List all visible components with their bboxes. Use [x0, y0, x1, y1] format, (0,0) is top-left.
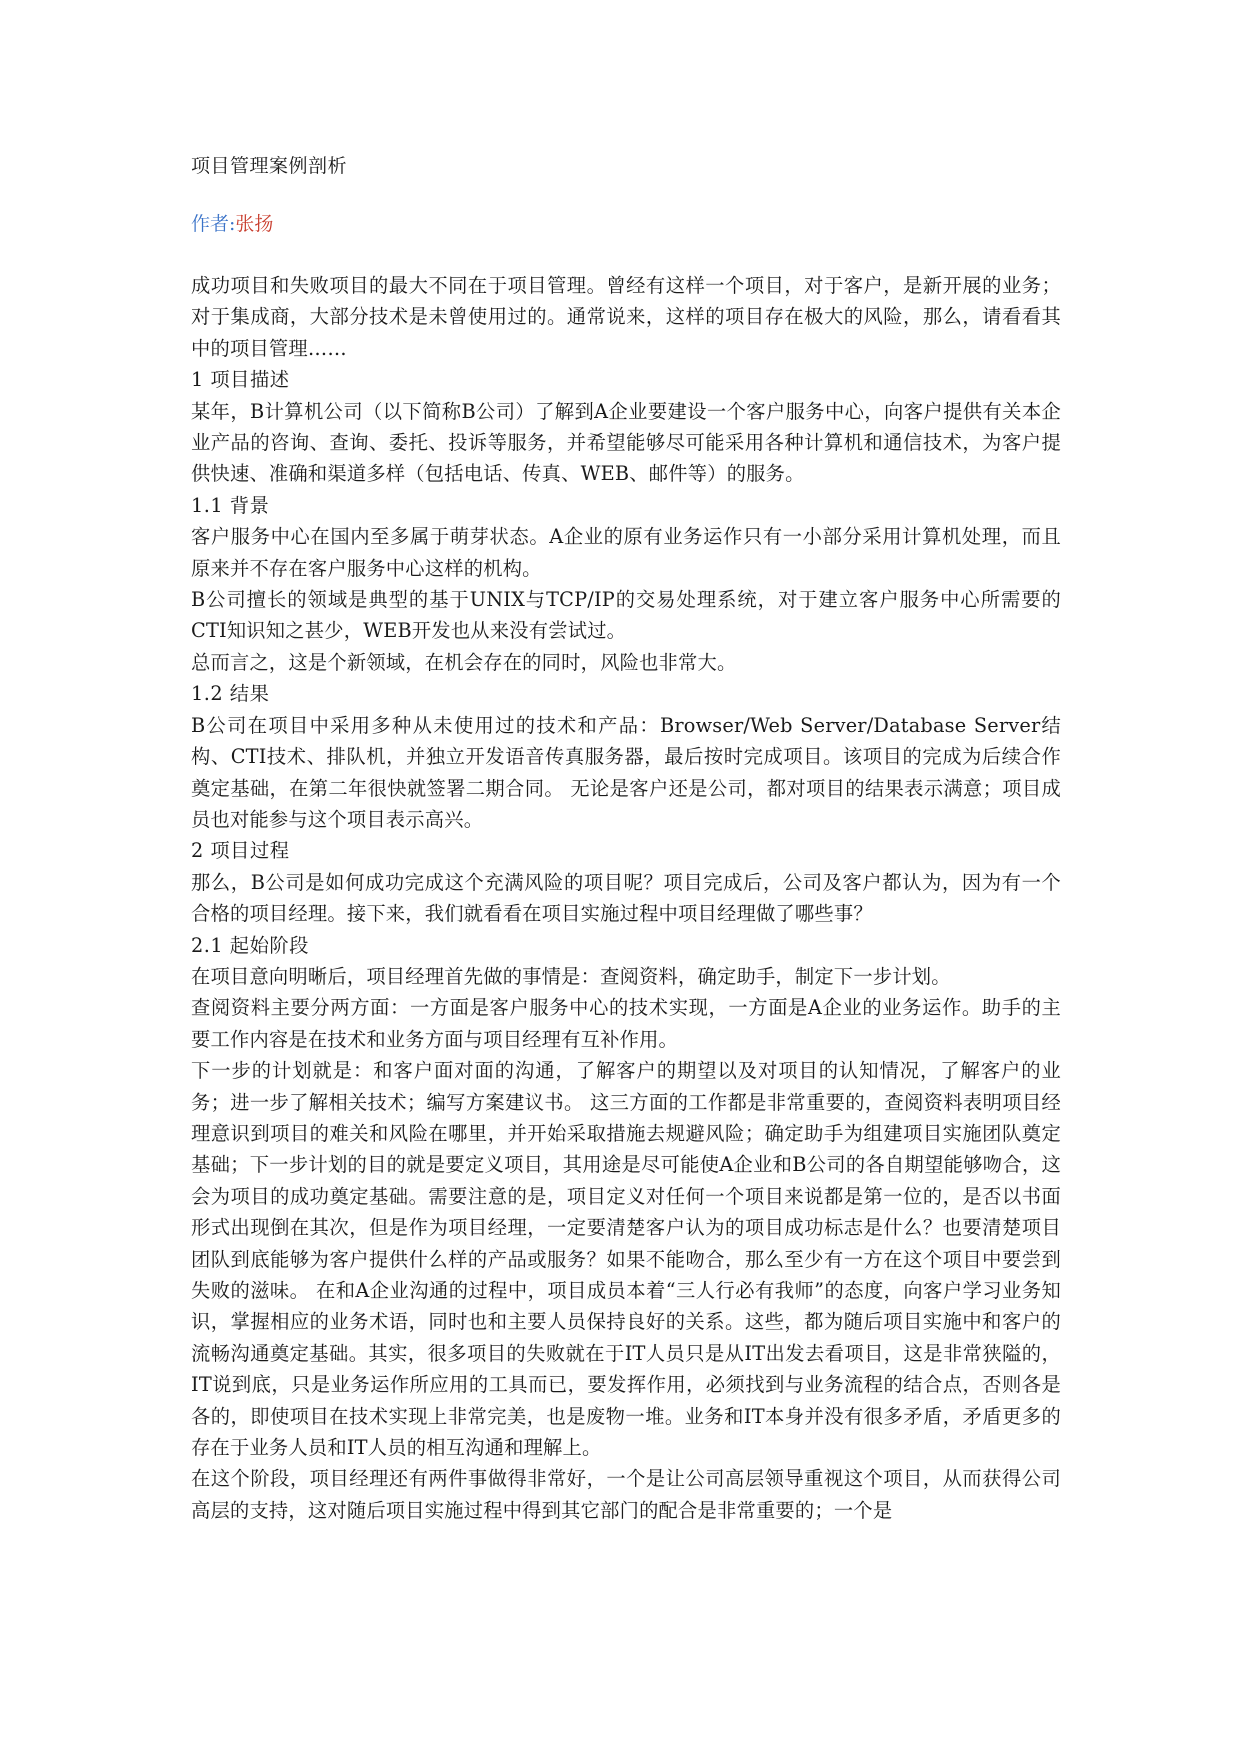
paragraph: B公司在项目中采用多种从未使用过的技术和产品：Browser/Web Server/Database Server结构、CTI技术、排队机，并独立开发语音传真服务器，最后按时完成项目。该项目的完成为后续合作奠定基础，在第二年很快就签署二期合同。 无论是客户还是公司，都对项目的结果表示满意；项目成员也对能参与这个项目表示高兴。: [191, 713, 1061, 831]
document-body: [191, 270, 1061, 1526]
author-name: 张扬: [235, 213, 274, 235]
paragraph: 在项目意向明晰后，项目经理首先做的事情是：查阅资料，确定助手，制定下一步计划。: [191, 964, 951, 988]
paragraph-intro: 成功项目和失败项目的最大不同在于项目管理。曾经有这样一个项目，对于客户，是新开展的业务；对于集成商，大部分技术是未曾使用过的。通常说来，这样的项目存在极大的风险，那么，请看看其中的项目管理……: [191, 274, 1061, 360]
paragraph: 某年，B计算机公司（以下简称B公司）了解到A企业要建设一个客户服务中心，向客户提供有关本企业产品的咨询、查询、委托、投诉等服务，并希望能够尽可能采用各种计算机和通信技术，为客户提供快速、准确和渠道多样（包括电话、传真、WEB、邮件等）的服务。: [191, 399, 1061, 486]
paragraph: B公司擅长的领域是典型的基于UNIX与TCP/IP的交易处理系统，对于建立客户服务中心所需要的CTI知识知之甚少，WEB开发也从来没有尝试过。: [191, 588, 1061, 643]
document-content: [191, 150, 1061, 1526]
section-heading: 1.1 背景: [191, 493, 270, 517]
section-heading: 1.2 结果: [191, 682, 270, 706]
paragraph: 下一步的计划就是：和客户面对面的沟通，了解客户的期望以及对项目的认知情况，了解客户的业务；进一步了解相关技术；编写方案建议书。 这三方面的工作都是非常重要的，查阅资料表明项目经理意识到项目的难关和风险在哪里，并开始采取措施去规避风险；确定助手为组建项目实施团队奠定基础；下一步计划的目的就是要定义项目，其用途是尽可能使A企业和B公司的各自期望能够吻合，这会为项目的成功奠定基础。需要注意的是，项目定义对任何一个项目来说都是第一位的，是否以书面形式出现倒在其次，但是作为项目经理，一定要清楚客户认为的项目成功标志是什么？也要清楚项目团队到底能够为客户提供什么样的产品或服务？如果不能吻合，那么至少有一方在这个项目中要尝到失败的滋味。 在和A企业沟通的过程中，项目成员本着“三人行必有我师”的态度，向客户学习业务知识，掌握相应的业务术语，同时也和主要人员保持良好的关系。这些，都为随后项目实施中和客户的流畅沟通奠定基础。其实，很多项目的失败就在于IT人员只是从IT出发去看项目，这是非常狭隘的，IT说到底，只是业务运作所应用的工具而已，要发挥作用，必须找到与业务流程的结合点，否则各是各的，即使项目在技术实现上非常完美，也是废物一堆。业务和IT本身并没有很多矛盾，矛盾更多的存在于业务人员和IT人员的相互沟通和理解上。: [191, 1059, 1061, 1460]
section-heading: 2 项目过程: [191, 839, 290, 863]
author-line: [191, 208, 1061, 240]
document-title: 项目管理案例剖析: [191, 155, 348, 177]
section-heading: 2.1 起始阶段: [191, 933, 309, 957]
paragraph: 总而言之，这是个新领域，在机会存在的同时，风险也非常大。: [191, 650, 737, 674]
author-label: 作者:: [191, 213, 236, 235]
section-heading: 1 项目描述: [191, 368, 290, 392]
paragraph: 查阅资料主要分两方面：一方面是客户服务中心的技术实现，一方面是A企业的业务运作。助手的主要工作内容是在技术和业务方面与项目经理有互补作用。: [191, 996, 1061, 1051]
paragraph: 在这个阶段，项目经理还有两件事做得非常好，一个是让公司高层领导重视这个项目，从而获得公司高层的支持，这对随后项目实施过程中得到其它部门的配合是非常重要的；一个是: [191, 1467, 1061, 1522]
paragraph: 那么，B公司是如何成功完成这个充满风险的项目呢？项目完成后，公司及客户都认为，因为有一个合格的项目经理。接下来，我们就看看在项目实施过程中项目经理做了哪些事？: [191, 870, 1061, 926]
paragraph: 客户服务中心在国内至多属于萌芽状态。A企业的原有业务运作只有一小部分采用计算机处理，而且原来并不存在客户服务中心这样的机构。: [191, 525, 1061, 580]
